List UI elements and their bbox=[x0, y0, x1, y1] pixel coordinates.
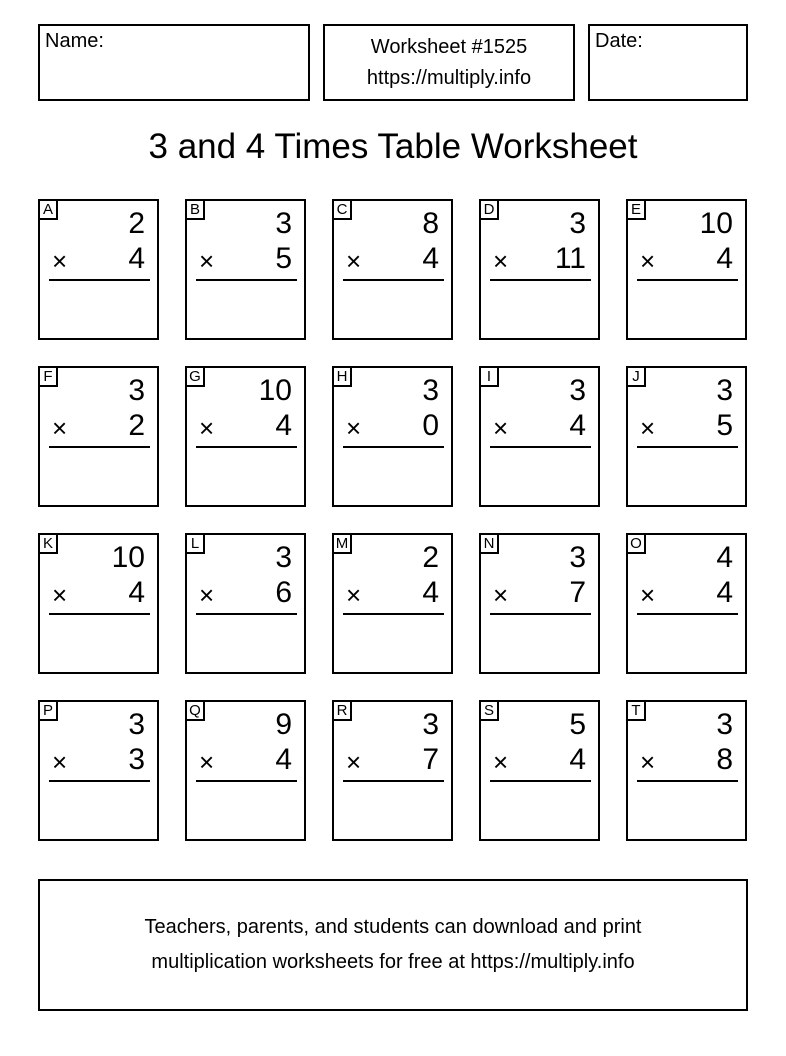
multiplicand: 10 bbox=[699, 207, 733, 240]
times-icon: × bbox=[640, 747, 656, 777]
multiplier: 4 bbox=[422, 576, 439, 609]
answer-line bbox=[343, 780, 444, 782]
times-icon: × bbox=[640, 413, 656, 443]
multiplier: 4 bbox=[716, 242, 733, 275]
problem-letter: G bbox=[185, 366, 205, 387]
footer-line-2: multiplication worksheets for free at https://multiply.info bbox=[151, 951, 635, 973]
multiplicand: 3 bbox=[422, 374, 439, 407]
answer-line bbox=[637, 780, 738, 782]
multiplicand: 3 bbox=[716, 708, 733, 741]
multiplier: 7 bbox=[569, 576, 586, 609]
problem-letter: A bbox=[38, 199, 58, 220]
problem-letter: O bbox=[626, 533, 646, 554]
problem-letter: R bbox=[332, 700, 352, 721]
problem-card[interactable] bbox=[332, 700, 453, 841]
multiplier: 8 bbox=[716, 743, 733, 776]
problem-card[interactable] bbox=[626, 199, 747, 340]
times-icon: × bbox=[640, 246, 656, 276]
times-icon: × bbox=[346, 246, 362, 276]
problem-letter: T bbox=[626, 700, 646, 721]
answer-line bbox=[343, 279, 444, 281]
multiplicand: 3 bbox=[716, 374, 733, 407]
problem-letter: Q bbox=[185, 700, 205, 721]
multiplier: 2 bbox=[128, 409, 145, 442]
multiplier: 11 bbox=[554, 242, 586, 275]
multiplicand: 3 bbox=[128, 708, 145, 741]
multiplicand: 3 bbox=[422, 708, 439, 741]
multiplicand: 3 bbox=[569, 541, 586, 574]
answer-line bbox=[196, 279, 297, 281]
answer-line bbox=[490, 613, 591, 615]
worksheet-number: Worksheet #1525 bbox=[370, 35, 528, 58]
times-icon: × bbox=[52, 747, 68, 777]
multiplicand: 3 bbox=[275, 207, 292, 240]
multiplicand: 3 bbox=[275, 541, 292, 574]
times-icon: × bbox=[52, 246, 68, 276]
multiplier: 0 bbox=[422, 409, 439, 442]
problem-card[interactable] bbox=[479, 366, 600, 507]
answer-line bbox=[49, 279, 150, 281]
answer-line bbox=[637, 613, 738, 615]
problem-card[interactable] bbox=[626, 366, 747, 507]
problem-card[interactable] bbox=[38, 199, 159, 340]
answer-line bbox=[196, 613, 297, 615]
answer-line bbox=[490, 446, 591, 448]
times-icon: × bbox=[493, 413, 509, 443]
problem-card[interactable] bbox=[332, 199, 453, 340]
problem-card[interactable] bbox=[332, 366, 453, 507]
multiplier: 4 bbox=[422, 242, 439, 275]
problem-letter: C bbox=[332, 199, 352, 220]
multiplier: 4 bbox=[128, 242, 145, 275]
problem-card[interactable] bbox=[626, 533, 747, 674]
times-icon: × bbox=[52, 580, 68, 610]
answer-line bbox=[49, 613, 150, 615]
times-icon: × bbox=[52, 413, 68, 443]
page-title: 3 and 4 Times Table Worksheet bbox=[148, 127, 638, 166]
multiplier: 4 bbox=[275, 743, 292, 776]
problem-card[interactable] bbox=[185, 366, 306, 507]
answer-line bbox=[637, 446, 738, 448]
answer-line bbox=[49, 780, 150, 782]
multiplier: 6 bbox=[275, 576, 292, 609]
answer-line bbox=[49, 446, 150, 448]
website-url: https://multiply.info bbox=[366, 66, 532, 89]
problem-letter: J bbox=[626, 366, 646, 387]
multiplicand: 8 bbox=[422, 207, 439, 240]
times-icon: × bbox=[346, 580, 362, 610]
multiplicand: 3 bbox=[569, 207, 586, 240]
times-icon: × bbox=[346, 413, 362, 443]
problem-card[interactable] bbox=[185, 199, 306, 340]
problem-card[interactable] bbox=[185, 700, 306, 841]
footer-box bbox=[38, 879, 748, 1011]
times-icon: × bbox=[493, 246, 509, 276]
multiplicand: 2 bbox=[128, 207, 145, 240]
problem-card[interactable] bbox=[38, 700, 159, 841]
problem-card[interactable] bbox=[479, 199, 600, 340]
multiplier: 4 bbox=[569, 743, 586, 776]
problem-letter: E bbox=[626, 199, 646, 220]
problem-card[interactable] bbox=[332, 533, 453, 674]
multiplicand: 3 bbox=[569, 374, 586, 407]
multiplier: 5 bbox=[275, 242, 292, 275]
times-icon: × bbox=[199, 246, 215, 276]
problem-letter: I bbox=[479, 366, 499, 387]
times-icon: × bbox=[493, 747, 509, 777]
problem-letter: H bbox=[332, 366, 352, 387]
name-field[interactable] bbox=[38, 24, 310, 101]
problem-card[interactable] bbox=[185, 533, 306, 674]
problem-letter: B bbox=[185, 199, 205, 220]
times-icon: × bbox=[346, 747, 362, 777]
times-icon: × bbox=[199, 580, 215, 610]
problem-card[interactable] bbox=[38, 533, 159, 674]
problem-letter: L bbox=[185, 533, 205, 554]
multiplier: 4 bbox=[716, 576, 733, 609]
answer-line bbox=[490, 780, 591, 782]
problem-card[interactable] bbox=[626, 700, 747, 841]
multiplicand: 10 bbox=[111, 541, 145, 574]
times-icon: × bbox=[493, 580, 509, 610]
name-label: Name: bbox=[45, 30, 104, 52]
problem-letter: S bbox=[479, 700, 499, 721]
times-icon: × bbox=[199, 413, 215, 443]
problem-letter: D bbox=[479, 199, 499, 220]
multiplicand: 9 bbox=[275, 708, 292, 741]
date-field[interactable] bbox=[588, 24, 748, 101]
answer-line bbox=[637, 279, 738, 281]
multiplier: 3 bbox=[128, 743, 145, 776]
answer-line bbox=[343, 613, 444, 615]
problem-card[interactable] bbox=[479, 700, 600, 841]
problem-letter: P bbox=[38, 700, 58, 721]
times-icon: × bbox=[199, 747, 215, 777]
problem-letter: F bbox=[38, 366, 58, 387]
multiplicand: 10 bbox=[258, 374, 292, 407]
problem-letter: M bbox=[332, 533, 352, 554]
problem-card[interactable] bbox=[38, 366, 159, 507]
multiplier: 4 bbox=[569, 409, 586, 442]
problem-card[interactable] bbox=[479, 533, 600, 674]
problem-letter: N bbox=[479, 533, 499, 554]
date-label: Date: bbox=[595, 30, 643, 52]
multiplicand: 3 bbox=[128, 374, 145, 407]
answer-line bbox=[343, 446, 444, 448]
multiplier: 5 bbox=[716, 409, 733, 442]
multiplicand: 4 bbox=[716, 541, 733, 574]
answer-line bbox=[490, 279, 591, 281]
worksheet-info-box bbox=[323, 24, 575, 101]
answer-line bbox=[196, 446, 297, 448]
multiplicand: 2 bbox=[422, 541, 439, 574]
footer-line-1: Teachers, parents, and students can download and print bbox=[144, 916, 642, 938]
times-icon: × bbox=[640, 580, 656, 610]
problem-letter: K bbox=[38, 533, 58, 554]
answer-line bbox=[196, 780, 297, 782]
multiplicand: 5 bbox=[569, 708, 586, 741]
multiplier: 4 bbox=[275, 409, 292, 442]
multiplier: 4 bbox=[128, 576, 145, 609]
multiplier: 7 bbox=[422, 743, 439, 776]
